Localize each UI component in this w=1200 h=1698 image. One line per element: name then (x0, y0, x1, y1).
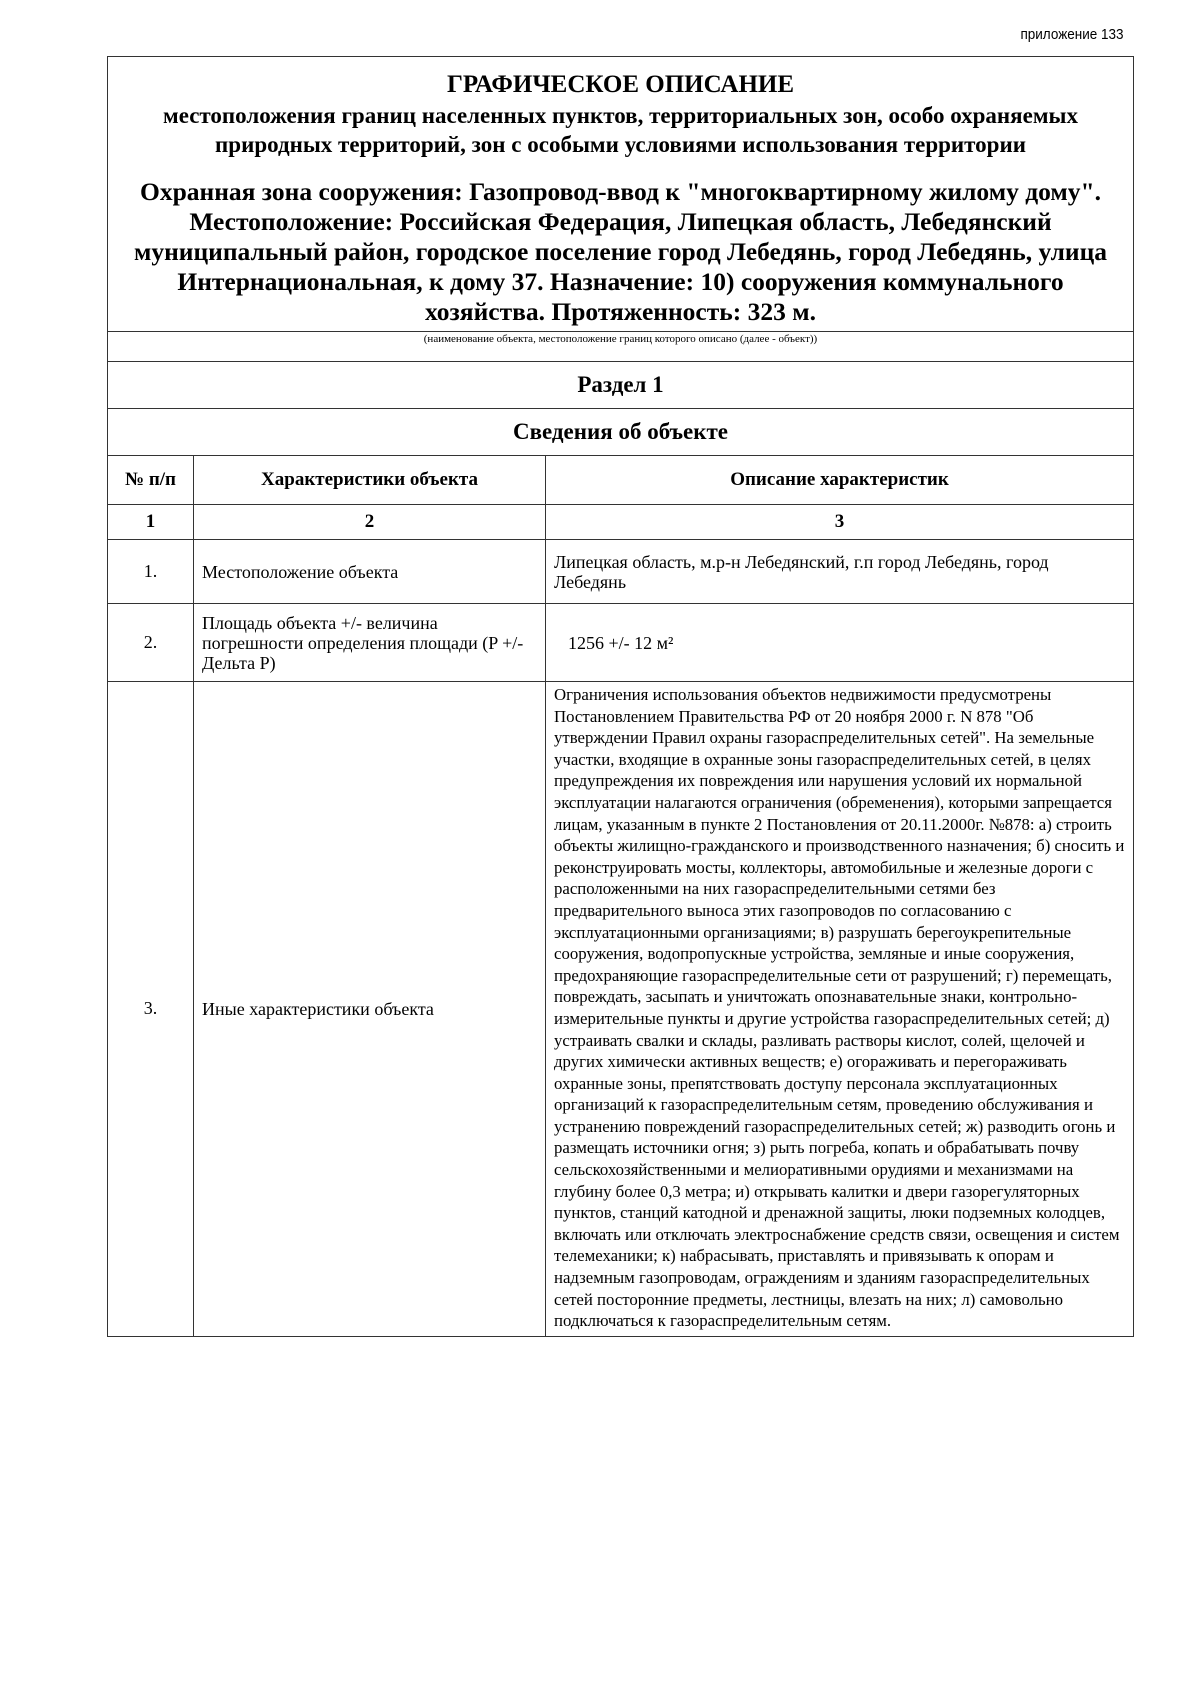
row-description: 1256 +/- 12 м² (568, 632, 674, 653)
table-row (108, 540, 1134, 604)
document-title: ГРАФИЧЕСКОЕ ОПИСАНИЕ (446, 71, 795, 98)
table-row (108, 604, 1134, 682)
column-number-3: 3 (546, 505, 1134, 540)
document-header (108, 57, 1134, 332)
table-row (108, 682, 1134, 1337)
graphic-description-form (107, 56, 1134, 1337)
object-description: Охранная зона сооружения: Газопровод-ввод к "многоквартирному жилому дому". Местоположение: Российская Федерация, Липецкая область, Лебедянский муниципальный район, городское поселение город Лебедянь, город Лебедянь, улица Интернациональная, к дому 37. Назначение: 10) сооружения коммунального хозяйства. Протяженность: 323 м. (133, 177, 1108, 326)
document-subtitle: местоположения границ населенных пунктов, территориальных зон, особо охраняемых природных территорий, зон с особыми условиями использования территории (163, 103, 1078, 157)
object-caption: (наименование объекта, местоположение границ которого описано (далее - объект)) (108, 332, 1134, 362)
row-characteristic: Площадь объекта +/- величина погрешности определения площади (P +/- Дельта P) (194, 604, 546, 682)
column-numbers-row (108, 505, 1134, 540)
row-characteristic: Иные характеристики объекта (194, 682, 546, 1337)
column-number-2: 2 (194, 505, 546, 540)
row-number: 1. (108, 540, 194, 604)
row-number: 3. (108, 682, 194, 1337)
section-subtitle: Сведения об объекте (108, 409, 1134, 456)
appendix-label: приложение 133 (1020, 26, 1124, 43)
row-number: 2. (108, 604, 194, 682)
row-characteristic: Местоположение объекта (194, 540, 546, 604)
column-header-number: № п/п (108, 456, 194, 505)
column-header-characteristic: Характеристики объекта (194, 456, 546, 505)
row-description: Ограничения использования объектов недвижимости предусмотрены Постановлением Правительства РФ от 20 ноября 2000 г. N 878 "Об утверждении Правил охраны газораспределительных сетей". На земельные участки, входящие в охранные зоны газораспределительных сетей, в целях предупреждения их повреждения или нарушения условий их нормальной эксплуатации налагаются ограничения (обременения), которыми запрещается лицам, указанным в пункте 2 Постановления от 20.11.2000г. №878: а) строить объекты жилищно-гражданского и производственного назначения; б) сносить и реконструировать мосты, коллекторы, автомобильные и железные дороги с расположенными на них газораспределительными сетями без предварительного выноса этих газопроводов по согласованию с эксплуатационными организациями; в) разрушать берегоукрепительные сооружения, водопропускные устройства, земляные и иные сооружения, предохраняющие газораспределительные сети от разрушений; г) перемещать, повреждать, засыпать и уничтожать опознавательные знаки, контрольно-измерительные пункты и другие устройства газораспределительных сетей; д) устраивать свалки и склады, разливать растворы кислот, солей, щелочей и других химически активных веществ; е) огораживать и перегораживать охранные зоны, препятствовать доступу персонала эксплуатационных организаций к газораспределительным сетям, проведению обслуживания и устранению повреждений газораспределительных сетей; ж) разводить огонь и размещать источники огня; з) рыть погреба, копать и обрабатывать почву сельскохозяйственными и мелиоративными орудиями и механизмами на глубину более 0,3 метра; и) открывать калитки и двери газорегуляторных пунктов, станций катодной и дренажной защиты, люки подземных колодцев, включать или отключать электроснабжение средств связи, освещения и систем телемеханики; к) набрасывать, приставлять и привязывать к опорам и надземным газопроводам, ограждениям и зданиям газораспределительных сетей посторонние предметы, лестницы, влезать на них; л) самовольно подключаться к газораспределительным сетям. (546, 682, 1134, 1337)
row-description: Липецкая область, м.р-н Лебедянский, г.п город Лебедянь, город Лебедянь (546, 540, 1134, 604)
column-number-1: 1 (108, 505, 194, 540)
column-header-description: Описание характеристик (546, 456, 1134, 505)
section-title: Раздел 1 (108, 362, 1134, 409)
table-header-row (108, 456, 1134, 505)
